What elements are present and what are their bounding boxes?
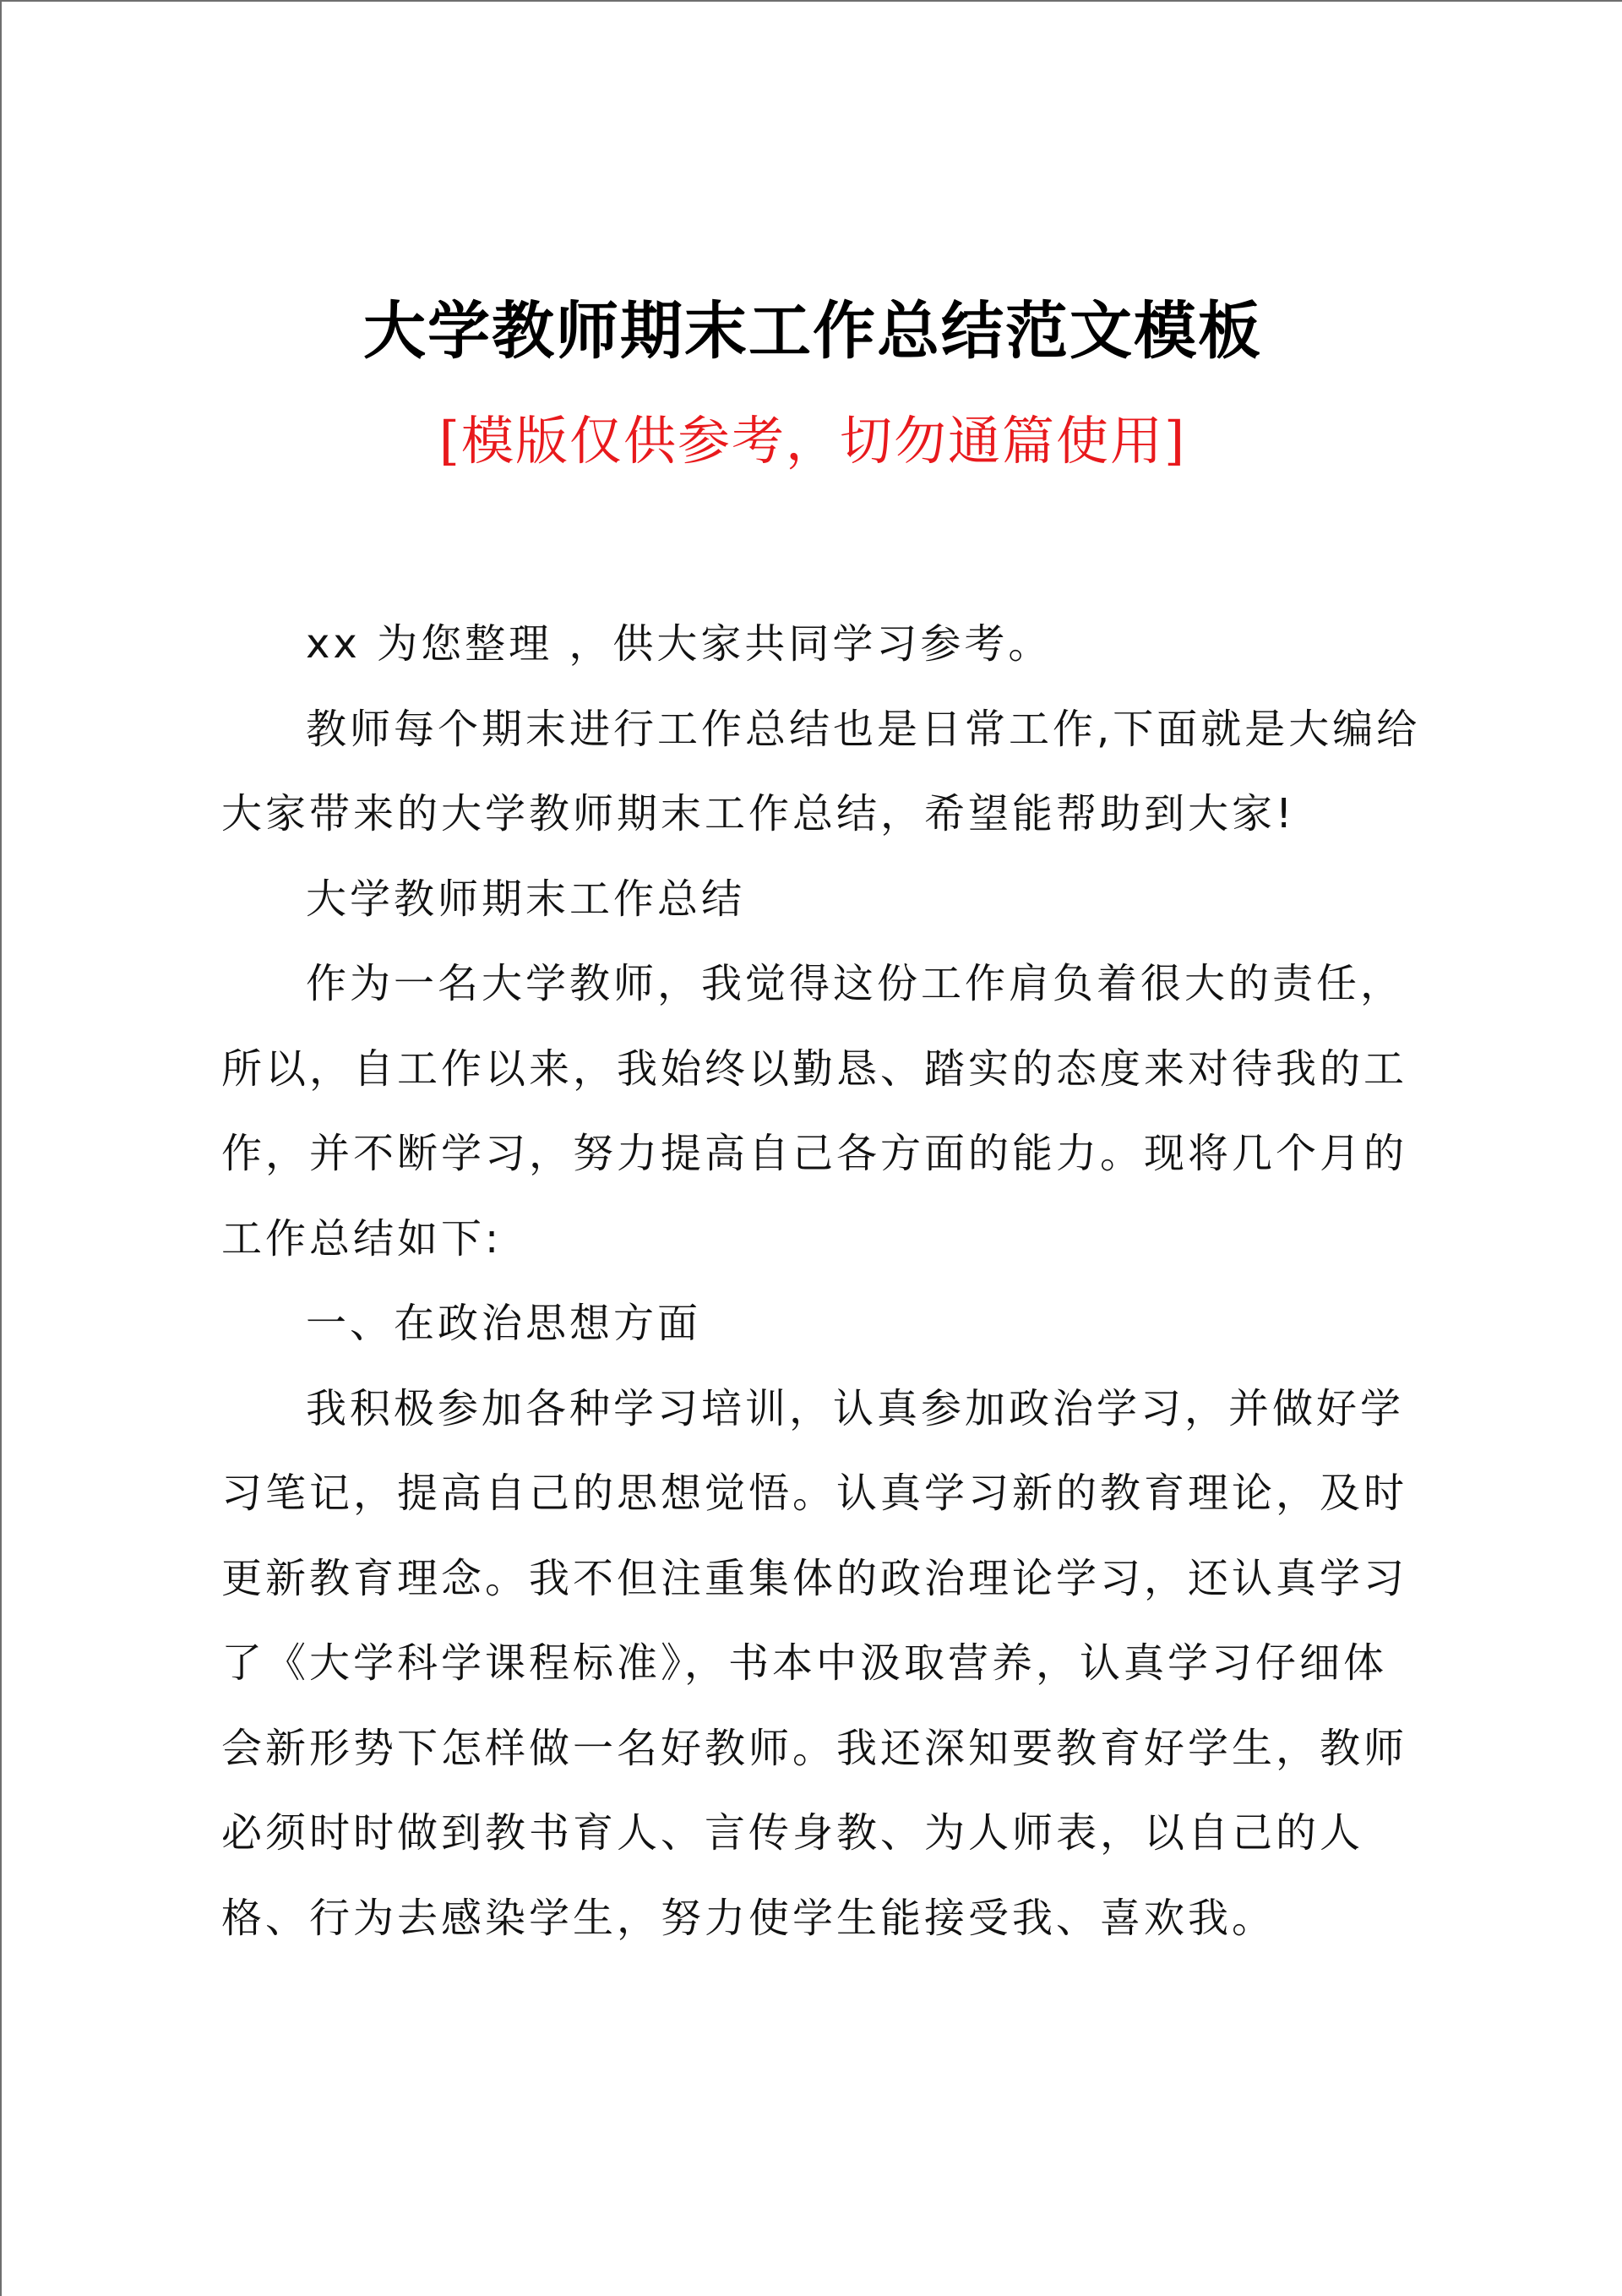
paragraph-lead: 教师每个期末进行工作总结也是日常工作,下面就是大编给大家带来的大学教师期末工作总结，希望能帮助到大家! [221, 705, 1421, 837]
paragraph-intro: xx 为您整理 ，供大家共同学习参考。 [306, 620, 1053, 668]
document-body [221, 602, 1421, 1961]
subsection-heading-politics: 一、在政治思想方面 [306, 1300, 702, 1347]
document-subtitle: [模版仅供参考，切勿通篇使用] [438, 410, 1187, 472]
paragraph-politics: 我积极参加各种学习培训，认真参加政治学习，并做好学习笔记，提高自己的思想觉悟。认真学习新的教育理论，及时更新教育理念。我不但注重集体的政治理论学习，还认真学习了《大学科学课程标准》，书本中汲取营养，认真学习仔细体会新形势下怎样做一名好教师。我还深知要教育好学生，教师必须时时做到教书育人、言传身教、为人师表，以自己的人格、行为去感染学生，努力使学生能接受我、喜欢我。 [221, 1384, 1408, 1942]
document-title: 大学教师期末工作总结范文模板 [363, 295, 1262, 368]
paragraph-overview: 作为一名大学教师，我觉得这份工作肩负着很大的责任，所以，自工作以来，我始终以勤恳、踏实的态度来对待我的工作，并不断学习，努力提高自己各方面的能力。现将几个月的工作总结如下: [221, 960, 1408, 1263]
section-heading: 大学教师期末工作总结 [306, 875, 746, 923]
